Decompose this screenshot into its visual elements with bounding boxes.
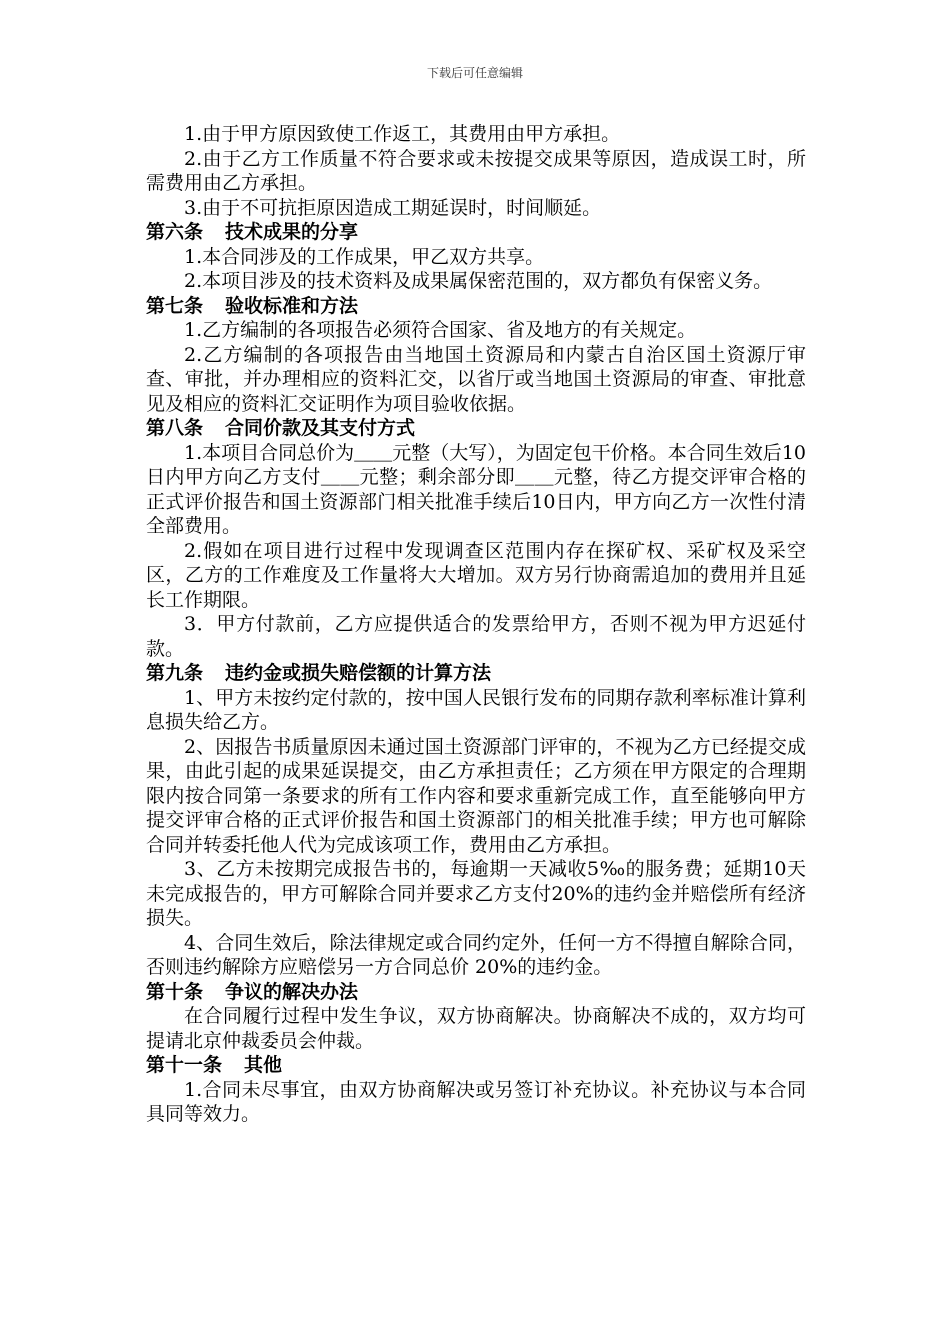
clause-paragraph: 1.合同未尽事宜，由双方协商解决或另签订补充协议。补充协议与本合同具同等效力。 xyxy=(146,1078,806,1125)
clause-paragraph: 4、合同生效后，除法律规定或合同约定外，任何一方不得擅自解除合同，否则违约解除方应赔偿另一方合同总价 20%的违约金。 xyxy=(146,931,806,978)
clause-paragraph: 1.由于甲方原因致使工作返工，其费用由甲方承担。 xyxy=(184,123,621,145)
clause-paragraph: 1.本合同涉及的工作成果，甲乙双方共享。 xyxy=(184,245,545,268)
clause-paragraph: 3、乙方未按期完成报告书的，每逾期一天减收5‰的服务费；延期10天未完成报告的，甲方可解除合同并要求乙方支付20%的违约金并赔偿所有经济损失。 xyxy=(146,858,806,929)
article-number: 第七条 xyxy=(146,294,204,317)
article-number: 第十条 xyxy=(146,980,204,1003)
article-number: 第九条 xyxy=(146,662,204,684)
article-title: 技术成果的分享 xyxy=(225,221,359,243)
article-heading xyxy=(146,980,806,1005)
clause-paragraph: 3．甲方付款前，乙方应提供适合的发票给甲方，否则不视为甲方迟延付款。 xyxy=(146,613,806,660)
clause-paragraph: 在合同履行过程中发生争议，双方协商解决。协商解决不成的，双方均可提请北京仲裁委员会仲裁。 xyxy=(146,1005,806,1052)
article-title: 其他 xyxy=(244,1054,283,1076)
clause-paragraph: 2.本项目涉及的技术资料及成果属保密范围的，双方都负有保密义务。 xyxy=(184,270,773,292)
clause-paragraph: 2.假如在项目进行过程中发现调查区范围内存在探矿权、采矿权及采空区，乙方的工作难度及工作量将大大增加。双方另行协商需追加的费用并且延长工作期限。 xyxy=(146,539,806,611)
article-number: 第八条 xyxy=(146,417,204,439)
contract-body xyxy=(146,122,806,1127)
clause-paragraph: 2.乙方编制的各项报告由当地国土资源局和内蒙古自治区国土资源厅审查、审批，并办理相应的资料汇交，以省厅或当地国土资源局的审查、审批意见及相应的资料汇交证明作为项目验收依据。 xyxy=(146,343,806,415)
article-number: 第六条 xyxy=(146,221,204,243)
article-number: 第十一条 xyxy=(146,1054,223,1076)
article-heading xyxy=(146,294,806,319)
article-heading xyxy=(146,1053,806,1078)
article-title: 违约金或损失赔偿额的计算方法 xyxy=(225,662,492,684)
article-heading xyxy=(146,661,806,686)
article-title: 争议的解决办法 xyxy=(225,980,359,1003)
clause-paragraph: 2、因报告书质量原因未通过国土资源部门评审的，不视为乙方已经提交成果，由此引起的成果延误提交，由乙方承担责任；乙方须在甲方限定的合理期限内按合同第一条要求的所有工作内容和要求重新完成工作，直至能够向甲方提交评审合格的正式评价报告和国土资源部门的相关批准手续；甲方也可解除合同并转委托他人代为完成该项工作，费用由乙方承担。 xyxy=(146,735,806,856)
clause-paragraph: 3.由于不可抗拒原因造成工期延误时，时间顺延。 xyxy=(184,196,602,219)
page-header: 下载后可任意编辑 xyxy=(426,66,523,80)
clause-paragraph: 1、甲方未按约定付款的，按中国人民银行发布的同期存款利率标准计算利息损失给乙方。 xyxy=(146,686,806,733)
article-heading xyxy=(146,220,806,245)
clause-paragraph: 2.由于乙方工作质量不符合要求或未按提交成果等原因，造成误工时，所需费用由乙方承担。 xyxy=(146,147,806,194)
article-heading xyxy=(146,416,806,441)
article-title: 验收标准和方法 xyxy=(225,294,359,317)
article-title: 合同价款及其支付方式 xyxy=(225,417,416,439)
clause-paragraph: 1.乙方编制的各项报告必须符合国家、省及地方的有关规定。 xyxy=(184,319,697,341)
clause-paragraph: 1.本项目合同总价为＿＿元整（大写），为固定包干价格。本合同生效后10日内甲方向乙方支付＿＿元整；剩余部分即＿＿元整，待乙方提交评审合格的正式评价报告和国土资源部门相关批准手续后10日内，甲方向乙方一次性付清全部费用。 xyxy=(146,441,806,537)
